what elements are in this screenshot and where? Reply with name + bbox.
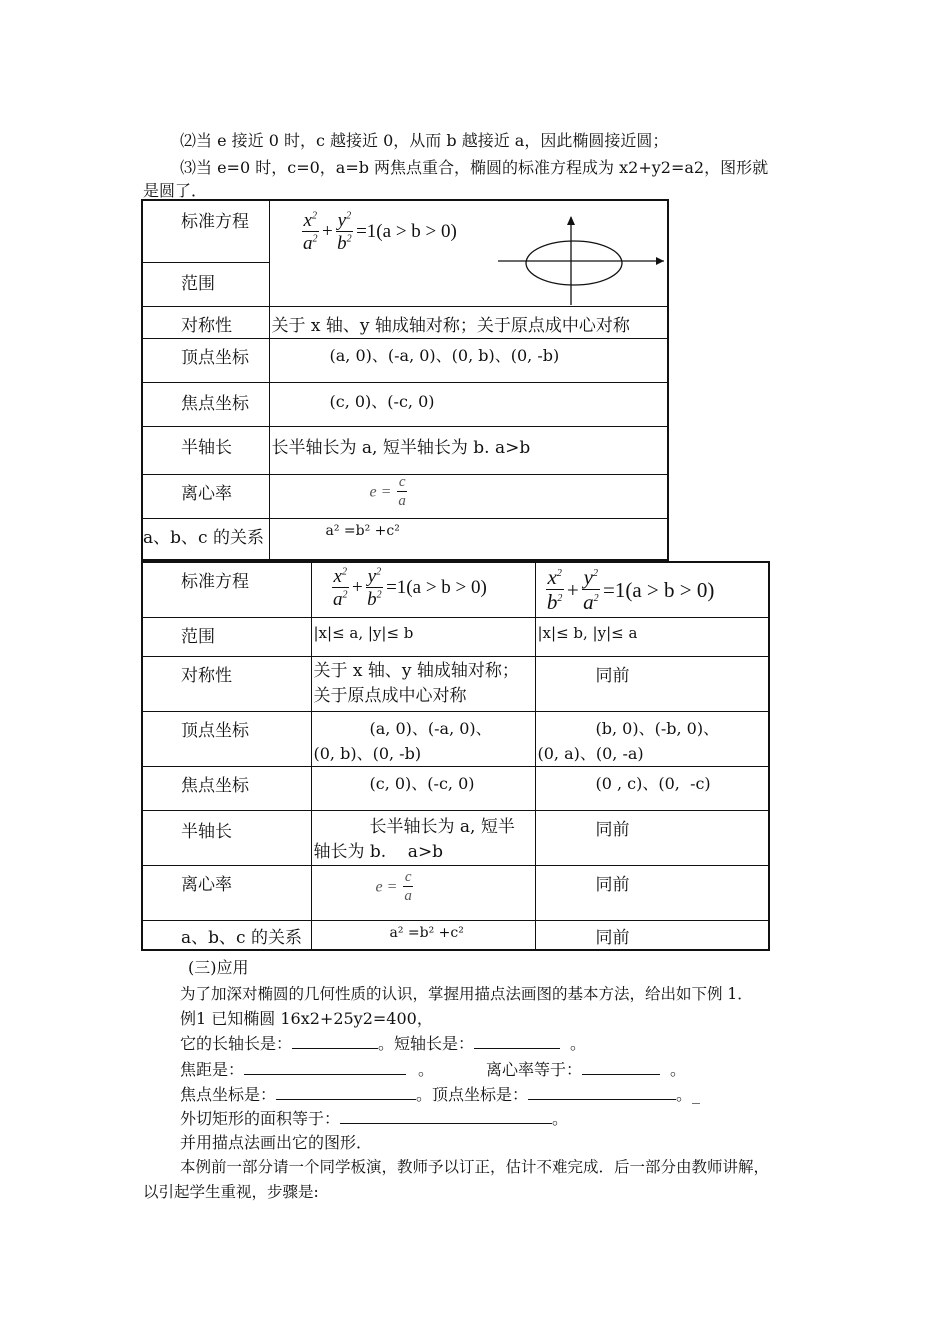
x-axis-arrow	[656, 257, 664, 265]
question-rectangle-area: 外切矩形的面积等于： 。	[180, 1109, 569, 1128]
t2-equation-2: $\frac{x^2}{b^2}$ + $\frac{y^2}{a^2}$ =1(a > b > 0)	[535, 562, 769, 617]
t2-label-vertices: 顶点坐标	[142, 711, 311, 766]
blank-vertex-coordinates[interactable]	[528, 1085, 676, 1100]
intro-line-3: 是圆了．	[143, 181, 208, 200]
ellipse-graph	[498, 213, 668, 308]
teaching-note-line-1: 本例前一部分请一个同学板演，教师予以订正，估计不难完成．后一部分由教师讲解，	[180, 1158, 770, 1176]
blank-major-axis[interactable]	[292, 1034, 378, 1049]
t1-relation: a² =b² +c²	[269, 518, 668, 560]
t1-vertices: (a, 0)、(-a, 0)、(0, b)、(0, -b)	[269, 338, 668, 382]
ellipse-properties-table-2	[141, 561, 770, 951]
t1-label-eccentricity: 离心率	[142, 474, 269, 518]
question-focal-eccentricity: 焦距是： 。 离心率等于： 。	[180, 1060, 687, 1079]
t2-symmetry-2: 同前	[535, 656, 769, 711]
t1-label-vertices: 顶点坐标	[142, 338, 269, 382]
t2-range-2: |x|≤ b, |y|≤ a	[535, 617, 769, 656]
t1-equation-cell	[269, 200, 668, 306]
question-coordinates: 焦点坐标是： 。顶点坐标是： 。_	[180, 1085, 701, 1104]
question-draw-graph: 并用描点法画出它的图形．	[180, 1133, 373, 1152]
t2-relation: a² =b² +c²	[311, 920, 535, 950]
ellipse-properties-table-1	[141, 199, 669, 561]
t2-label-relation: a、b、c 的关系	[142, 920, 311, 950]
blank-minor-axis[interactable]	[474, 1034, 560, 1049]
t2-foci-2: (0 , c)、(0, -c)	[535, 766, 769, 810]
t1-foci: (c, 0)、(-c, 0)	[269, 382, 668, 426]
question-axis-lengths: 它的长轴长是： 。短轴长是： 。	[180, 1034, 587, 1053]
t1-label-foci: 焦点坐标	[142, 382, 269, 426]
t1-label-relation: a、b、c 的关系	[142, 518, 269, 560]
t2-label-foci: 焦点坐标	[142, 766, 311, 810]
y-axis-arrow	[567, 216, 575, 225]
t2-label-eccentricity: 离心率	[142, 865, 311, 920]
application-heading: (三)应用	[188, 958, 249, 977]
t1-label-range: 范围	[142, 262, 269, 306]
intro-line-2: ⑶当 e=0 时，c=0，a=b 两焦点重合，椭圆的标准方程成为 x2+y2=a2，图形就	[180, 158, 769, 177]
t1-label-semi-axis: 半轴长	[142, 426, 269, 474]
t2-semi-axis-2: 同前	[535, 810, 769, 865]
blank-focal-distance[interactable]	[244, 1060, 406, 1075]
t2-symmetry-1: 关于 x 轴、y 轴成轴对称； 关于原点成中心对称	[311, 656, 535, 711]
t1-semi-axis: 长半轴长为 a, 短半轴长为 b. a>b	[269, 426, 668, 474]
t2-eccentricity-2: 同前	[535, 865, 769, 920]
t1-standard-equation: $\frac{x^2}{a^2}$ + $\frac{y^2}{b^2}$ =1(a > b > 0)	[302, 210, 457, 254]
intro-line-1: ⑵当 e 接近 0 时，c 越接近 0，从而 b 越接近 a，因此椭圆接近圆；	[180, 131, 669, 150]
t2-label-symmetry: 对称性	[142, 656, 311, 711]
t1-label-equation: 标准方程	[142, 200, 269, 262]
t2-vertices-1: (a, 0)、(-a, 0)、 (0, b)、(0, -b)	[311, 711, 535, 766]
t2-label-range: 范围	[142, 617, 311, 656]
t2-label-equation: 标准方程	[142, 562, 311, 617]
t2-label-semi-axis: 半轴长	[142, 810, 311, 865]
t2-eccentricity-1: e = $\frac{c}{a}$	[311, 865, 535, 920]
t2-vertices-2: (b, 0)、(-b, 0)、 (0, a)、(0, -a)	[535, 711, 769, 766]
t2-range-1: |x|≤ a, |y|≤ b	[311, 617, 535, 656]
blank-rectangle-area[interactable]	[340, 1109, 552, 1124]
t1-label-symmetry: 对称性	[142, 306, 269, 338]
application-intro: 为了加深对椭圆的几何性质的认识，掌握用描点法画图的基本方法，给出如下例 1．	[180, 985, 753, 1003]
example-1: 例1 已知椭圆 16x2+25y2=400，	[180, 1009, 433, 1028]
blank-focus-coordinates[interactable]	[276, 1085, 416, 1100]
ellipse-curve	[526, 241, 622, 285]
blank-eccentricity[interactable]	[582, 1060, 660, 1075]
teaching-note-line-2: 以引起学生重视，步骤是:	[143, 1183, 319, 1201]
t1-eccentricity: e = $\frac{c}{a}$	[269, 474, 668, 518]
t2-equation-1: $\frac{x^2}{a^2}$ + $\frac{y^2}{b^2}$ =1(a > b > 0)	[311, 562, 535, 617]
t2-foci-1: (c, 0)、(-c, 0)	[311, 766, 535, 810]
t2-semi-axis-1: 长半轴长为 a, 短半 轴长为 b. a>b	[311, 810, 535, 865]
t1-symmetry: 关于 x 轴、y 轴成轴对称；关于原点成中心对称	[269, 306, 668, 338]
t2-relation-2: 同前	[535, 920, 769, 950]
